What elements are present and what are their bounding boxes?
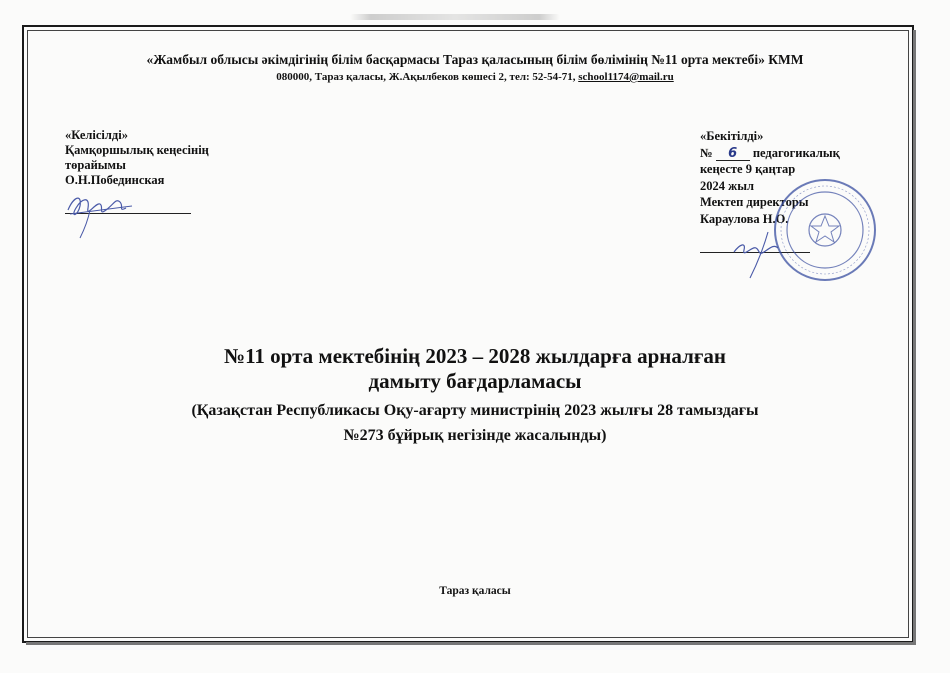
- scan-artifact: [350, 14, 560, 20]
- approved-line-4: Мектеп директоры: [700, 195, 809, 210]
- approved-line-2: кеңесте 9 қаңтар: [700, 162, 796, 177]
- page-frame-inner: [27, 30, 909, 638]
- document-title-line-1: №11 орта мектебінің 2023 – 2028 жылдарға арналған: [223, 344, 727, 368]
- frame-shadow-right: [913, 30, 916, 645]
- meeting-number: 6: [716, 147, 750, 161]
- agreed-block: [65, 128, 285, 188]
- address-text: 080000, Тараз қаласы, Ж.Ақылбеков көшесі 2, тел: 52-54-71,: [276, 71, 579, 83]
- document-title-line-2: дамыту бағдарламасы: [368, 369, 582, 393]
- agreed-line-1: Қамқоршылық кеңесінің: [65, 143, 209, 157]
- agreed-line-2: төрайымы: [65, 158, 126, 172]
- agreed-name: О.Н.Побединская: [65, 173, 165, 187]
- number-suffix: педагогикалық: [752, 145, 840, 160]
- document-subtitle-line-1: (Қазақстан Республикасы Оқу-ағарту министрінің 2023 жылғы 28 тамыздағы: [191, 402, 759, 419]
- document-subtitle-line-2: №273 бұйрық негізінде жасалынды): [343, 427, 607, 444]
- agreed-heading: «Келісілді»: [65, 128, 128, 142]
- organization-name: «Жамбыл облысы әкімдігінің білім басқармасы Тараз қаласының білім бөлімінің №11 орта мектебі» КММ: [146, 52, 804, 67]
- email-link[interactable]: school1174@mail.ru: [578, 71, 674, 83]
- approved-number-line: [700, 145, 900, 162]
- approved-name: Караулова Н.О.: [700, 211, 789, 226]
- approved-heading: «Бекітілді»: [700, 129, 764, 143]
- city-footer: Тараз қаласы: [439, 585, 511, 597]
- frame-shadow-bottom: [26, 642, 916, 645]
- number-prefix: №: [700, 145, 713, 160]
- handwritten-signature-left: [60, 188, 140, 243]
- approved-line-3: 2024 жыл: [700, 178, 754, 193]
- official-seal-stamp: [770, 175, 880, 285]
- organization-address: [40, 70, 910, 84]
